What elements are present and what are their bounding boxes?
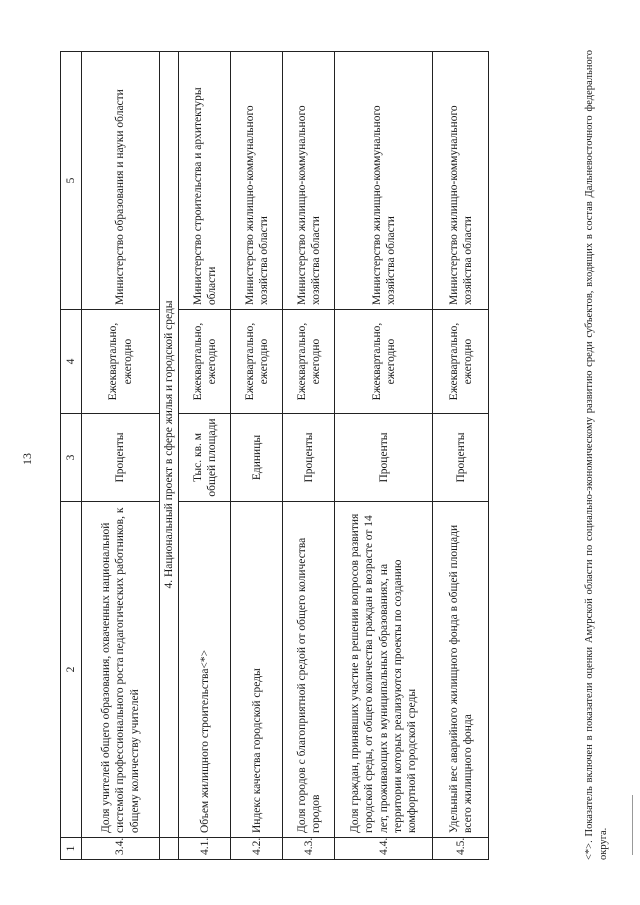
divider — [632, 795, 633, 855]
unit: Проценты — [82, 414, 160, 502]
period: Ежеквартально, ежегодно — [231, 310, 283, 414]
ministry: Министерство строительства и архитектуры области — [179, 52, 231, 310]
ministry: Министерство образования и науки области — [82, 52, 160, 310]
period: Ежеквартально, ежегодно — [283, 310, 335, 414]
header-cell: 3 — [61, 414, 82, 502]
indicator-name: Удельный вес аварийного жилищного фонда в общей площади всего жилищного фонда — [433, 502, 489, 838]
table-row — [179, 52, 231, 860]
ministry: Министерство жилищно-коммунального хозяйства области — [433, 52, 489, 310]
indicators-table — [60, 51, 489, 860]
ministry: Министерство жилищно-коммунального хозяйства области — [335, 52, 433, 310]
table-row — [231, 52, 283, 860]
ministry: Министерство жилищно-коммунального хозяйства области — [231, 52, 283, 310]
footnote: <*>. Показатель включен в показатели оценки Амурской области по социально-экономическому развитию среди субъектов, входящих в состав Дальневосточного федерального округа. — [584, 50, 609, 860]
indicator-name: Доля учителей общего образования, охваченных национальной системой профессионального роста педагогических работников, к общему количеству учителей — [82, 502, 160, 838]
period: Ежеквартально, ежегодно — [433, 310, 489, 414]
unit: Единицы — [231, 414, 283, 502]
section-row — [160, 52, 179, 860]
table-row — [283, 52, 335, 860]
row-number: 4.5. — [433, 838, 489, 860]
page-number: 13 — [20, 453, 34, 465]
period: Ежеквартально, ежегодно — [179, 310, 231, 414]
indicator-name: Объем жилищного строительства<*> — [179, 502, 231, 838]
header-cell: 1 — [61, 838, 82, 860]
unit: Тыс. кв. м общей площади — [179, 414, 231, 502]
ministry: Министерство жилищно-коммунального хозяйства области — [283, 52, 335, 310]
indicator-name: Доля городов с благоприятной средой от общего количества городов — [283, 502, 335, 838]
period: Ежеквартально, ежегодно — [335, 310, 433, 414]
row-number: 4.4. — [335, 838, 433, 860]
row-number: 4.2. — [231, 838, 283, 860]
unit: Проценты — [335, 414, 433, 502]
unit: Проценты — [283, 414, 335, 502]
row-number: 3.4. — [82, 838, 160, 860]
header-cell: 4 — [61, 310, 82, 414]
table-row — [433, 52, 489, 860]
section-title: 4. Национальный проект в сфере жилья и городской среды — [160, 52, 179, 838]
unit: Проценты — [433, 414, 489, 502]
header-cell: 5 — [61, 52, 82, 310]
header-row — [61, 52, 82, 860]
row-number: 4.3. — [283, 838, 335, 860]
indicator-name: Доля граждан, принявших участие в решении вопросов развития городской среды, от общего количества граждан в возрасте от 14 лет, проживающих в муниципальных образованиях, на территории которых реализуются проекты по созданию комфортной городской среды — [335, 502, 433, 838]
row-number: 4.1. — [179, 838, 231, 860]
header-cell: 2 — [61, 502, 82, 838]
period: Ежеквартально, ежегодно — [82, 310, 160, 414]
indicator-name: Индекс качества городской среды — [231, 502, 283, 838]
table-row — [82, 52, 160, 860]
table-row — [335, 52, 433, 860]
